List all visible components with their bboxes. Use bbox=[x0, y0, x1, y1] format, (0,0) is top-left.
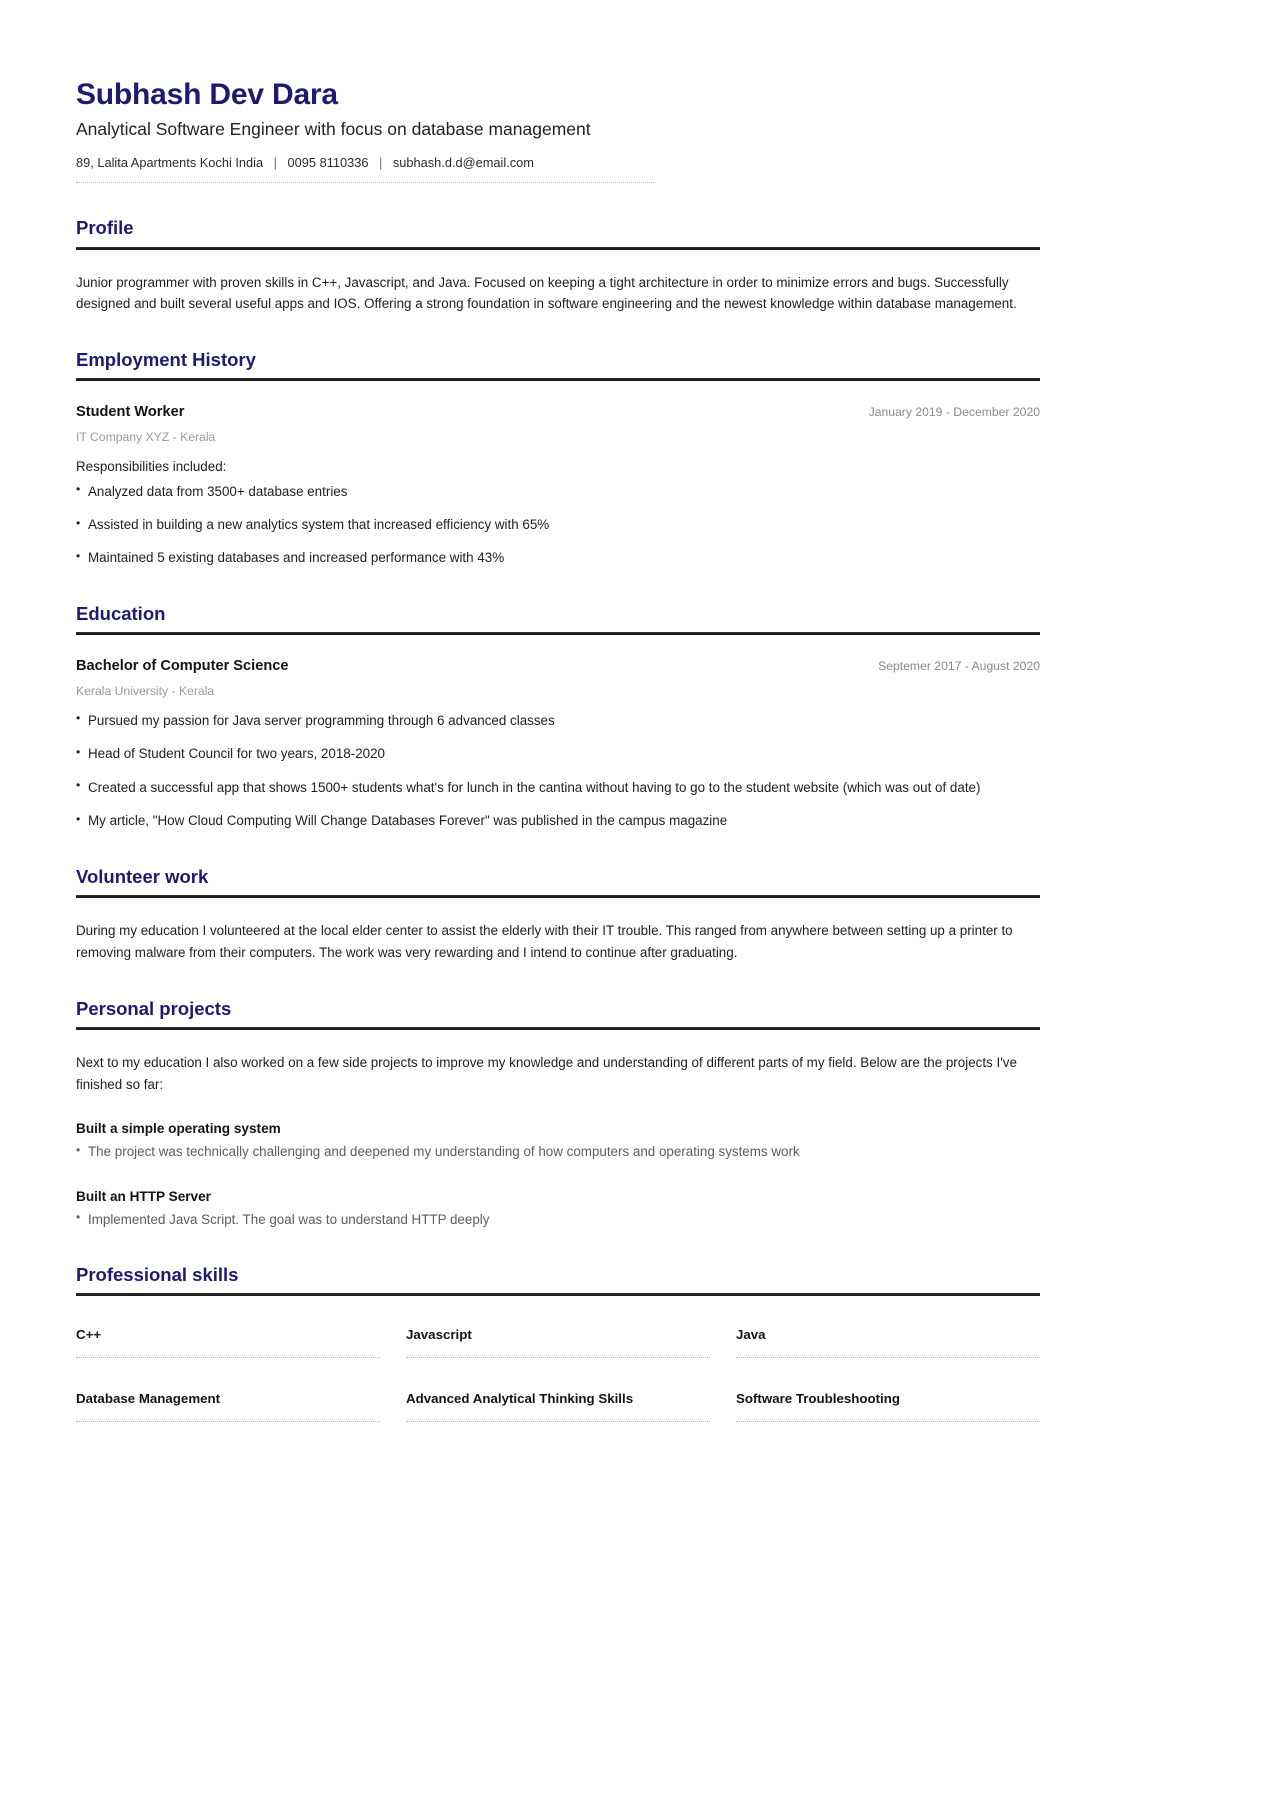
contact-line bbox=[76, 155, 654, 183]
contact-separator: | bbox=[273, 155, 277, 171]
skill-label: Java bbox=[736, 1327, 766, 1343]
projects-intro: Next to my education I also worked on a few side projects to improve my knowledge and understanding of different parts of my field. Below are the projects I've finished so far: bbox=[76, 1054, 1017, 1092]
contact-separator: | bbox=[379, 155, 383, 171]
section-title-employment: Employment History bbox=[76, 349, 256, 371]
section-title-education: Education bbox=[76, 602, 166, 624]
project-detail-list bbox=[76, 1209, 1040, 1230]
list-item: • Pursued my passion for Java server programming through 6 advanced classes bbox=[76, 710, 1040, 731]
section-divider bbox=[76, 378, 1040, 381]
list-item: • Analyzed data from 3500+ database entries bbox=[76, 481, 1040, 502]
project-name: Built a simple operating system bbox=[76, 1121, 281, 1137]
responsibility-list bbox=[76, 481, 1040, 569]
section-divider bbox=[76, 1293, 1040, 1296]
section-professional-skills bbox=[76, 1264, 1040, 1453]
section-profile bbox=[76, 217, 1040, 315]
education-date-range: Septemer 2017 - August 2020 bbox=[878, 659, 1040, 674]
section-education bbox=[76, 603, 1040, 832]
section-divider bbox=[76, 247, 1040, 250]
skill-item bbox=[76, 1326, 380, 1358]
employment-entry-head bbox=[76, 403, 1040, 423]
skill-label: Software Troubleshooting bbox=[736, 1391, 900, 1407]
section-volunteer-work bbox=[76, 866, 1040, 964]
section-divider bbox=[76, 1027, 1040, 1030]
skill-item bbox=[406, 1390, 710, 1422]
volunteer-text: During my education I volunteered at the local elder center to assist the elderly with their IT trouble. This ranged from anywhere between setting up a printer to removing malware from their computers. The work was very rewarding and I intend to continue after graduating. bbox=[76, 922, 1013, 960]
project-detail-list bbox=[76, 1141, 1040, 1162]
section-title-skills: Professional skills bbox=[76, 1264, 239, 1286]
education-entry bbox=[76, 657, 1040, 832]
job-title: Student Worker bbox=[76, 404, 185, 421]
list-item: • My article, "How Cloud Computing Will Change Databases Forever" was published in the campus magazine bbox=[76, 810, 1040, 831]
resume-header bbox=[76, 78, 1040, 183]
profile-text: Junior programmer with proven skills in C++, Javascript, and Java. Focused on keeping a tight architecture in order to minimize errors and bugs. Successfully designed and built several useful apps and IOS. Offering a strong foundation in software engineering and the newest knowledge within database management. bbox=[76, 274, 1017, 312]
job-date-range: January 2019 - December 2020 bbox=[868, 405, 1040, 420]
education-list bbox=[76, 710, 1040, 832]
list-item: • Implemented Java Script. The goal was to understand HTTP deeply bbox=[76, 1209, 1040, 1230]
skill-label: C++ bbox=[76, 1327, 102, 1343]
education-entry-head bbox=[76, 657, 1040, 677]
contact-address: 89, Lalita Apartments Kochi India bbox=[76, 155, 264, 171]
project-item bbox=[76, 1189, 1040, 1230]
section-title-profile: Profile bbox=[76, 217, 134, 239]
skill-label: Database Management bbox=[76, 1391, 221, 1407]
section-divider bbox=[76, 632, 1040, 635]
list-item: • Maintained 5 existing databases and increased performance with 43% bbox=[76, 547, 1040, 568]
section-divider bbox=[76, 895, 1040, 898]
list-item: • The project was technically challenging and deepened my understanding of how computers and operating systems work bbox=[76, 1141, 1040, 1162]
list-item: • Head of Student Council for two years, 2018-2020 bbox=[76, 743, 1040, 764]
degree-title: Bachelor of Computer Science bbox=[76, 658, 289, 675]
skill-item bbox=[736, 1390, 1040, 1422]
skills-grid bbox=[76, 1326, 1040, 1453]
list-item: • Assisted in building a new analytics system that increased efficiency with 65% bbox=[76, 514, 1040, 535]
skill-label: Advanced Analytical Thinking Skills bbox=[406, 1391, 634, 1407]
skill-item bbox=[406, 1326, 710, 1358]
skill-item bbox=[76, 1390, 380, 1422]
section-employment-history bbox=[76, 349, 1040, 569]
contact-phone: 0095 8110336 bbox=[287, 155, 369, 171]
skill-item bbox=[736, 1326, 1040, 1358]
project-item bbox=[76, 1121, 1040, 1162]
section-personal-projects bbox=[76, 998, 1040, 1231]
section-title-projects: Personal projects bbox=[76, 997, 232, 1019]
employer-name: IT Company XYZ - Kerala bbox=[76, 430, 216, 445]
responsibilities-intro: Responsibilities included: bbox=[76, 459, 227, 475]
contact-email: subhash.d.d@email.com bbox=[392, 155, 534, 171]
employment-entry bbox=[76, 403, 1040, 569]
institution-name: Kerala University - Kerala bbox=[76, 683, 215, 698]
page-title: Subhash Dev Dara bbox=[76, 78, 338, 111]
list-item: • Created a successful app that shows 1500+ students what's for lunch in the cantina without having to go to the student website (which was out of date) bbox=[76, 777, 1040, 798]
section-title-volunteer: Volunteer work bbox=[76, 865, 209, 887]
skill-label: Javascript bbox=[406, 1327, 472, 1343]
professional-headline: Analytical Software Engineer with focus on database management bbox=[76, 118, 591, 139]
project-name: Built an HTTP Server bbox=[76, 1188, 211, 1204]
